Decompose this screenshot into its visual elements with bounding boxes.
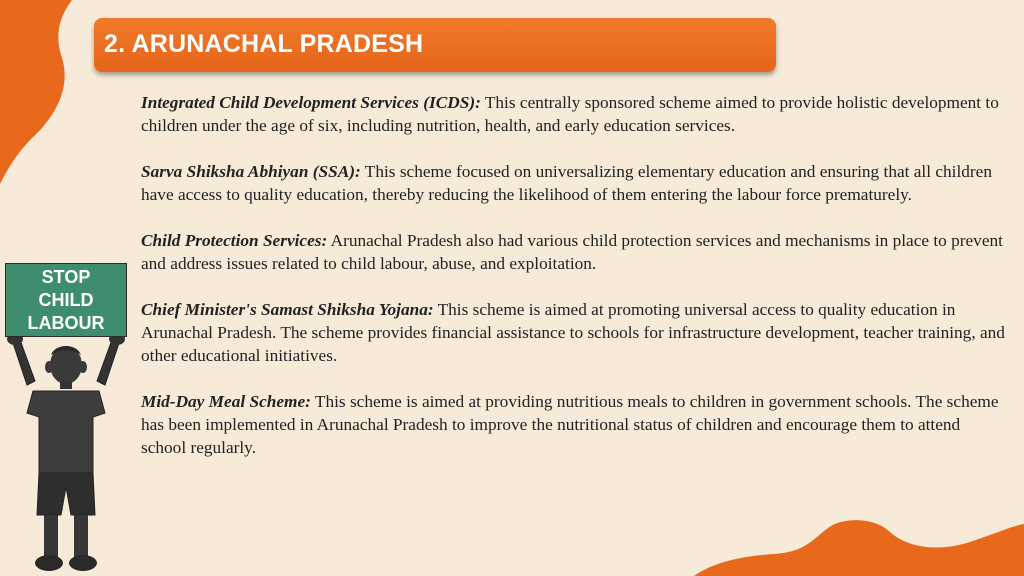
scheme-paragraph-child-protection <box>141 229 1006 275</box>
scheme-list <box>141 91 1006 459</box>
scheme-heading: Mid-Day Meal Scheme: <box>141 392 311 411</box>
scheme-paragraph-mid-day-meal <box>141 390 1006 459</box>
scheme-heading: Chief Minister's Samast Shiksha Yojana: <box>141 300 434 319</box>
scheme-description: This scheme is aimed at promoting universal access to quality education in Arunachal Pradesh. The scheme provides financial assistance to schools for infrastructure development, teacher training, and other educational initiatives. <box>141 300 1005 365</box>
scheme-heading: Sarva Shiksha Abhiyan (SSA): <box>141 162 361 181</box>
sign-line-stop: STOP <box>41 266 91 287</box>
stop-child-labour-illustration <box>5 263 127 576</box>
corner-wave-bottom-right <box>694 516 1024 576</box>
scheme-description: This scheme is aimed at providing nutritious meals to children in government schools. The scheme has been implemented in Arunachal Pradesh to improve the nutritional status of children and encourage them to attend school regularly. <box>141 392 999 457</box>
sign-line-labour: LABOUR <box>27 312 105 333</box>
stop-child-labour-sign <box>5 263 127 337</box>
scheme-heading: Integrated Child Development Services (ICDS): <box>141 93 481 112</box>
scheme-paragraph-ssa <box>141 160 1006 206</box>
scheme-description: This centrally sponsored scheme aimed to provide holistic development to children under the age of six, including nutrition, health, and early education services. <box>141 93 999 135</box>
scheme-paragraph-cm-samast <box>141 298 1006 367</box>
scheme-description: Arunachal Pradesh also had various child protection services and mechanisms in place to prevent and address issues related to child labour, abuse, and exploitation. <box>141 231 1003 273</box>
sign-line-child: CHILD <box>38 289 94 310</box>
scheme-paragraph-icds <box>141 91 1006 137</box>
slide-title: 2. ARUNACHAL PRADESH <box>104 30 424 58</box>
scheme-description: This scheme focused on universalizing elementary education and ensuring that all children have access to quality education, thereby reducing the likelihood of them entering the labour force prematurely. <box>141 162 992 204</box>
child-silhouette-icon <box>5 337 127 576</box>
title-bar <box>94 18 776 72</box>
scheme-heading: Child Protection Services: <box>141 231 328 250</box>
